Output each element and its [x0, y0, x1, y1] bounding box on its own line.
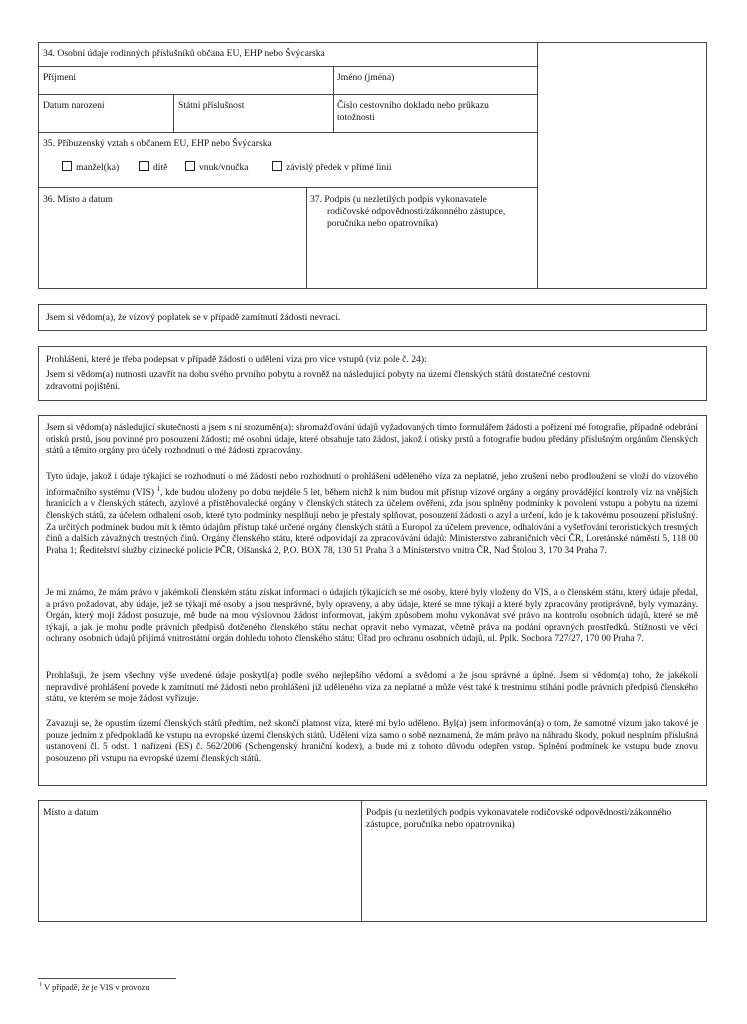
checkbox-icon[interactable] — [185, 161, 195, 171]
declaration-paragraph-5: Zavazuji se, že opustím území členských států předtím, než skončí platnost víza, které mi bylo uděleno. Byl(a) jsem informován(a) o tom, že samotné vízum jako takové je pouze jedním z předpokladů ke vstupu na evropské území členských států. Udělení víza samo o sobě neznamená, že mám právo na náhradu škody, pokud nesplním příslušná ustanovení čl. 5 odst. 1 nařízení (ES) č. 562/2006 (Schengenský hraniční kodex), a bude mi z tohoto důvodu odepřen vstup. Splnění podmínek ke vstupu bude znovu posouzeno při vstupu na evropské území členských států. — [46, 719, 698, 764]
section35-title: 35. Příbuzenský vztah s občanem EU, EHP nebo Švýcarska — [43, 138, 272, 149]
relationship-option-spouse[interactable]: manžel(ka) — [62, 161, 119, 174]
form-right-column-divider — [537, 42, 538, 289]
document-number-label-cont: totožnosti — [337, 112, 375, 123]
nationality-label[interactable]: Státní příslušnost — [178, 100, 245, 111]
final-signature-field-cont: zástupce, poručníka nebo opatrovníka) — [366, 819, 515, 830]
declaration-paragraph-1: Jsem si vědom(a) následující skutečnosti a jsem s ní srozuměn(a): shromažďování údajů vyžadovaných tímto formulářem žádosti a pořízení mé fotografie, případně odebrání otisků prstů, jsou povinné pro posouzení žádosti; mé osobní údaje, které obsahuje tato žádost, jakož i otisky prstů a fotografie budou předány příslušným orgánům členských států a těmito orgány pro účely rozhodnutí o mé žádosti zpracovány. — [46, 423, 698, 457]
declaration-paragraph-3: Je mi známo, že mám právo v jakémkoli členském státu získat informaci o údajích týkajících se mé osoby, které byly vloženy do VIS, a o členském státu, který údaje předal, a právo požadovat, aby údaje, jež se týkají mé osoby a jsou nesprávné, byly opraveny, a aby údaje, které se mne týkají a které byly zpracovány protiprávně, byly vymazány. Orgán, který mojí žádost posuzuje, mě bude na mou výslovnou žádost informovat, jakým způsobem mohu vykonávat své právo na kontrolu osobních údajů, které se mě týkají, a jak je mohu podle právních předpisů dotčeného členského státu nechat opravit nebo vymazat, včetně práva na podání opravných prostředků. Stížnosti ve věci ochrany osobních údajů přijímá vnitrostátní orgán dohledu tohoto členského státu: Úřad pro ochranu osobních údajů, ul. Pplk. Sochora 727/27, 170 00 Praha 7. — [46, 588, 698, 645]
section37-signature-label-cont: rodičovské odpovědnosti/zákonného zástupce, — [327, 206, 506, 217]
section36-place-date[interactable]: 36. Místo a datum — [43, 194, 113, 205]
relationship-option-grandchild[interactable]: vnuk/vnučka — [185, 161, 249, 174]
multi-entry-text-cont: zdravotní pojištění. — [46, 381, 121, 392]
fee-notice-text: Jsem si vědom(a), že vízový poplatek se v případě zamítnutí žádosti nevrací. — [46, 312, 341, 323]
section37-signature-label[interactable]: 37. Podpis (u nezletilých podpis vykonavatele — [310, 194, 487, 205]
checkbox-icon[interactable] — [62, 161, 72, 171]
section34-title: 34. Osobní údaje rodinných příslušníků občana EU, EHP nebo Švýcarska — [43, 48, 325, 59]
checkbox-icon[interactable] — [139, 161, 149, 171]
document-number-label[interactable]: Číslo cestovního dokladu nebo průkazu — [337, 100, 489, 111]
relationship-option-dependent-ascendant[interactable]: závislý předek v přímé linii — [272, 161, 392, 174]
final-place-date-field[interactable]: Místo a datum — [43, 807, 99, 818]
first-name-label[interactable]: Jméno (jména) — [337, 72, 395, 83]
final-signature-field[interactable]: Podpis (u nezletilých podpis vykonavatele rodičovské odpovědnosti/zákonného — [366, 807, 672, 818]
declaration-paragraph-4: Prohlašuji, že jsem všechny výše uvedené údaje poskytl(a) podle svého nejlepšího vědomí a svědomí a že jsou správné a úplné. Jsem si vědom(a) toho, že jakékoli nepravdivé prohlášení povede k zamítnutí mé žádosti nebo prohlášení již uděleného víza za neplatné a může vést také k trestnímu stíhání podle právních předpisů členského státu, ve kterém se moje žádost vyřizuje. — [46, 671, 698, 705]
checkbox-icon[interactable] — [272, 161, 282, 171]
footnote: $^1$ V případě, že je VIS v provozu — [39, 981, 150, 992]
footnote-reference: 1 — [156, 484, 161, 493]
multi-entry-text: Jsem si vědom(a) nutnosti uzavřít na dobu svého prvního pobytu a rovněž na následující pobyty na území členských států dostatečné cestovní — [46, 369, 591, 380]
relationship-option-child[interactable]: dítě — [139, 161, 167, 174]
surname-label[interactable]: Příjmení — [43, 72, 77, 83]
multi-entry-heading: Prohlášení, které je třeba podepsat v případě žádosti o udělení víza pro více vstupů (viz pole č. 24): — [46, 354, 427, 365]
section37-signature-label-cont2: poručníka nebo opatrovníka) — [327, 218, 438, 229]
birth-date-label[interactable]: Datum narození — [43, 100, 105, 111]
declaration-paragraph-2: Tyto údaje, jakož i údaje týkající se rozhodnutí o mé žádosti nebo rozhodnutí o prohlášení uděleného víza za neplatné, jeho zrušení nebo prodloužení se vloží do vízového informačního systému (VIS) $^1$, kde budou uloženy po dobu nejdéle 5 let, během nichž k nim budou mít přístup vízové orgány a orgány provádějící kontroly víz na vnějších hranicích a v členských státech, azylové a přistěhovalecké orgány v členských státech za účelem ověření, zda jsou splněny podmínky k povolení vstupu a pobytu na území členských států, za účelem odhalení osob, které tyto podmínky nesplňují nebo je přestaly splňovat, posouzení žádosti o azyl a určení, kdo je k takovému posouzení příslušný. Za určitých podmínek budou mít k těmto údajům přístup také určené orgány členských států a Europol za účelem prevence, odhalování a vyšetřování teroristických trestných činů a dalších závažných trestných činů. Orgány členského státu, které odpovídají za zpracovávání údajů: Ministerstvo zahraničních věcí ČR, Loretánské náměstí 5, 118 00 Praha 1; Ředitelství služby cizinecké policie PČR, Olšanská 2, P.O. BOX 78, 130 51 Praha 3 a Ministerstvo vnitra ČR, Nad Štolou 3, 170 34 Praha 7. — [46, 472, 698, 556]
